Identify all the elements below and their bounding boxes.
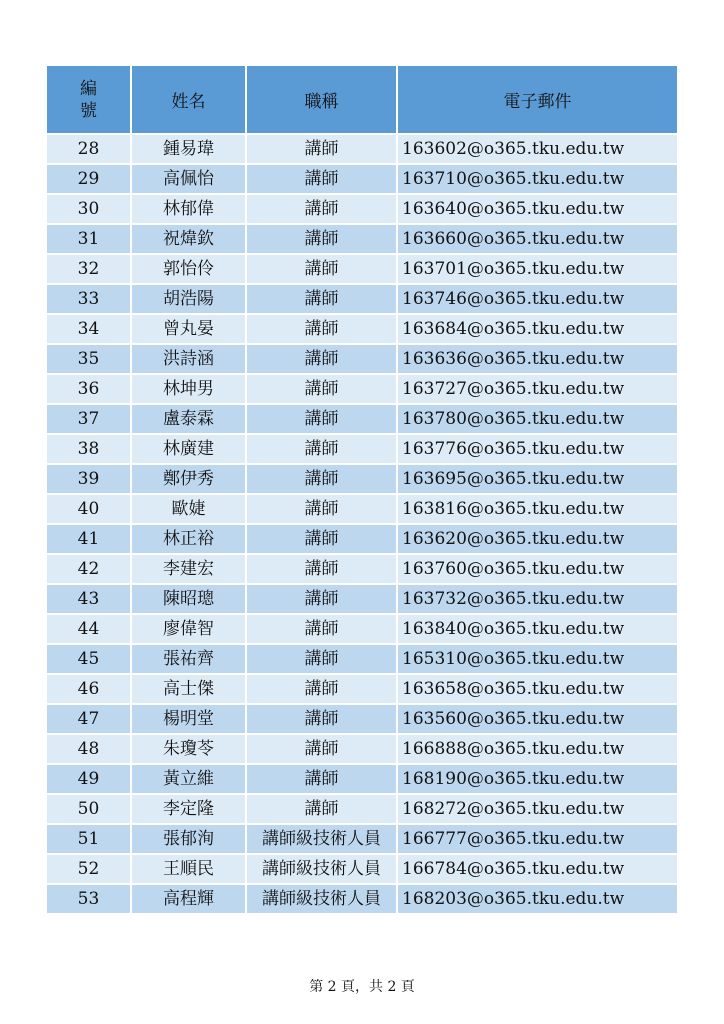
- table-row: [47, 374, 677, 404]
- cell-number: 45: [47, 644, 131, 674]
- cell-name: 朱瓊苓: [131, 734, 246, 764]
- cell-number: 48: [47, 734, 131, 764]
- table-row: [47, 674, 677, 704]
- cell-number: 40: [47, 494, 131, 524]
- header-name: 姓名: [131, 66, 246, 134]
- cell-title: 講師級技術人員: [246, 824, 397, 854]
- table-row: [47, 734, 677, 764]
- cell-title: 講師: [246, 704, 397, 734]
- cell-number: 51: [47, 824, 131, 854]
- cell-title: 講師: [246, 374, 397, 404]
- cell-number: 52: [47, 854, 131, 884]
- cell-title: 講師: [246, 464, 397, 494]
- header-row: [47, 66, 677, 134]
- cell-email: 165310@o365.tku.edu.tw: [397, 644, 677, 674]
- cell-email: 163710@o365.tku.edu.tw: [397, 164, 677, 194]
- cell-email: 163620@o365.tku.edu.tw: [397, 524, 677, 554]
- table-row: [47, 164, 677, 194]
- cell-number: 50: [47, 794, 131, 824]
- cell-email: 163760@o365.tku.edu.tw: [397, 554, 677, 584]
- cell-title: 講師: [246, 584, 397, 614]
- cell-number: 38: [47, 434, 131, 464]
- cell-number: 46: [47, 674, 131, 704]
- table-row: [47, 644, 677, 674]
- cell-name: 胡浩陽: [131, 284, 246, 314]
- table-row: [47, 224, 677, 254]
- table-row: [47, 824, 677, 854]
- cell-title: 講師: [246, 674, 397, 704]
- header-email: 電子郵件: [397, 66, 677, 134]
- cell-title: 講師: [246, 284, 397, 314]
- cell-title: 講師: [246, 734, 397, 764]
- cell-name: 高士傑: [131, 674, 246, 704]
- cell-email: 163684@o365.tku.edu.tw: [397, 314, 677, 344]
- table-row: [47, 314, 677, 344]
- cell-name: 張祐齊: [131, 644, 246, 674]
- table-row: [47, 794, 677, 824]
- cell-email: 163816@o365.tku.edu.tw: [397, 494, 677, 524]
- cell-number: 39: [47, 464, 131, 494]
- cell-title: 講師: [246, 524, 397, 554]
- cell-name: 廖偉智: [131, 614, 246, 644]
- cell-name: 高程輝: [131, 884, 246, 914]
- cell-email: 163701@o365.tku.edu.tw: [397, 254, 677, 284]
- faculty-roster-table: [47, 66, 677, 915]
- table-row: [47, 554, 677, 584]
- header-title: 職稱: [246, 66, 397, 134]
- cell-number: 34: [47, 314, 131, 344]
- header-number-label: 編 號: [80, 78, 97, 121]
- cell-title: 講師: [246, 314, 397, 344]
- cell-name: 林正裕: [131, 524, 246, 554]
- table-row: [47, 194, 677, 224]
- cell-title: 講師: [246, 494, 397, 524]
- cell-name: 王順民: [131, 854, 246, 884]
- cell-email: 163776@o365.tku.edu.tw: [397, 434, 677, 464]
- cell-title: 講師級技術人員: [246, 854, 397, 884]
- cell-number: 35: [47, 344, 131, 374]
- page-number-footer: 第 2 頁，共 2 頁: [309, 979, 415, 995]
- table-row: [47, 254, 677, 284]
- cell-title: 講師: [246, 434, 397, 464]
- cell-name: 李建宏: [131, 554, 246, 584]
- table-row: [47, 404, 677, 434]
- cell-email: 163746@o365.tku.edu.tw: [397, 284, 677, 314]
- cell-number: 28: [47, 134, 131, 164]
- table-row: [47, 884, 677, 914]
- cell-email: 163727@o365.tku.edu.tw: [397, 374, 677, 404]
- cell-number: 42: [47, 554, 131, 584]
- cell-number: 33: [47, 284, 131, 314]
- cell-title: 講師: [246, 134, 397, 164]
- cell-number: 31: [47, 224, 131, 254]
- cell-email: 163695@o365.tku.edu.tw: [397, 464, 677, 494]
- cell-title: 講師: [246, 644, 397, 674]
- cell-email: 166784@o365.tku.edu.tw: [397, 854, 677, 884]
- cell-title: 講師: [246, 194, 397, 224]
- cell-email: 163640@o365.tku.edu.tw: [397, 194, 677, 224]
- cell-email: 163780@o365.tku.edu.tw: [397, 404, 677, 434]
- cell-number: 37: [47, 404, 131, 434]
- table-body: [47, 134, 677, 914]
- cell-name: 歐婕: [131, 494, 246, 524]
- cell-title: 講師: [246, 224, 397, 254]
- cell-name: 林廣建: [131, 434, 246, 464]
- cell-email: 163636@o365.tku.edu.tw: [397, 344, 677, 374]
- cell-number: 30: [47, 194, 131, 224]
- table-row: [47, 464, 677, 494]
- cell-email: 168272@o365.tku.edu.tw: [397, 794, 677, 824]
- cell-name: 林郁偉: [131, 194, 246, 224]
- table-row: [47, 764, 677, 794]
- cell-name: 高佩怡: [131, 164, 246, 194]
- cell-name: 祝煒欽: [131, 224, 246, 254]
- cell-number: 43: [47, 584, 131, 614]
- cell-email: 163560@o365.tku.edu.tw: [397, 704, 677, 734]
- table-row: [47, 614, 677, 644]
- cell-email: 168203@o365.tku.edu.tw: [397, 884, 677, 914]
- cell-number: 47: [47, 704, 131, 734]
- cell-title: 講師: [246, 554, 397, 584]
- table-row: [47, 284, 677, 314]
- table-header: [47, 66, 677, 134]
- cell-title: 講師: [246, 764, 397, 794]
- table-row: [47, 434, 677, 464]
- table-row: [47, 494, 677, 524]
- cell-email: 163660@o365.tku.edu.tw: [397, 224, 677, 254]
- cell-name: 郭怡伶: [131, 254, 246, 284]
- cell-email: 168190@o365.tku.edu.tw: [397, 764, 677, 794]
- cell-email: 166777@o365.tku.edu.tw: [397, 824, 677, 854]
- cell-email: 163602@o365.tku.edu.tw: [397, 134, 677, 164]
- table-row: [47, 704, 677, 734]
- header-number: [47, 66, 131, 134]
- cell-title: 講師: [246, 164, 397, 194]
- cell-number: 49: [47, 764, 131, 794]
- cell-name: 盧泰霖: [131, 404, 246, 434]
- cell-title: 講師: [246, 404, 397, 434]
- cell-number: 41: [47, 524, 131, 554]
- cell-email: 163732@o365.tku.edu.tw: [397, 584, 677, 614]
- cell-number: 36: [47, 374, 131, 404]
- cell-number: 44: [47, 614, 131, 644]
- table-row: [47, 134, 677, 164]
- table-row: [47, 584, 677, 614]
- table-row: [47, 854, 677, 884]
- cell-title: 講師級技術人員: [246, 884, 397, 914]
- cell-title: 講師: [246, 344, 397, 374]
- cell-number: 53: [47, 884, 131, 914]
- cell-name: 林坤男: [131, 374, 246, 404]
- cell-name: 黃立維: [131, 764, 246, 794]
- cell-title: 講師: [246, 794, 397, 824]
- cell-email: 166888@o365.tku.edu.tw: [397, 734, 677, 764]
- table-row: [47, 524, 677, 554]
- cell-name: 曾丸晏: [131, 314, 246, 344]
- cell-email: 163658@o365.tku.edu.tw: [397, 674, 677, 704]
- cell-name: 洪詩涵: [131, 344, 246, 374]
- cell-name: 陳昭璁: [131, 584, 246, 614]
- cell-name: 鄭伊秀: [131, 464, 246, 494]
- cell-number: 32: [47, 254, 131, 284]
- cell-name: 李定隆: [131, 794, 246, 824]
- cell-title: 講師: [246, 614, 397, 644]
- table-row: [47, 344, 677, 374]
- cell-name: 楊明堂: [131, 704, 246, 734]
- cell-name: 張郁洵: [131, 824, 246, 854]
- cell-email: 163840@o365.tku.edu.tw: [397, 614, 677, 644]
- cell-number: 29: [47, 164, 131, 194]
- cell-title: 講師: [246, 254, 397, 284]
- cell-name: 鍾易瑋: [131, 134, 246, 164]
